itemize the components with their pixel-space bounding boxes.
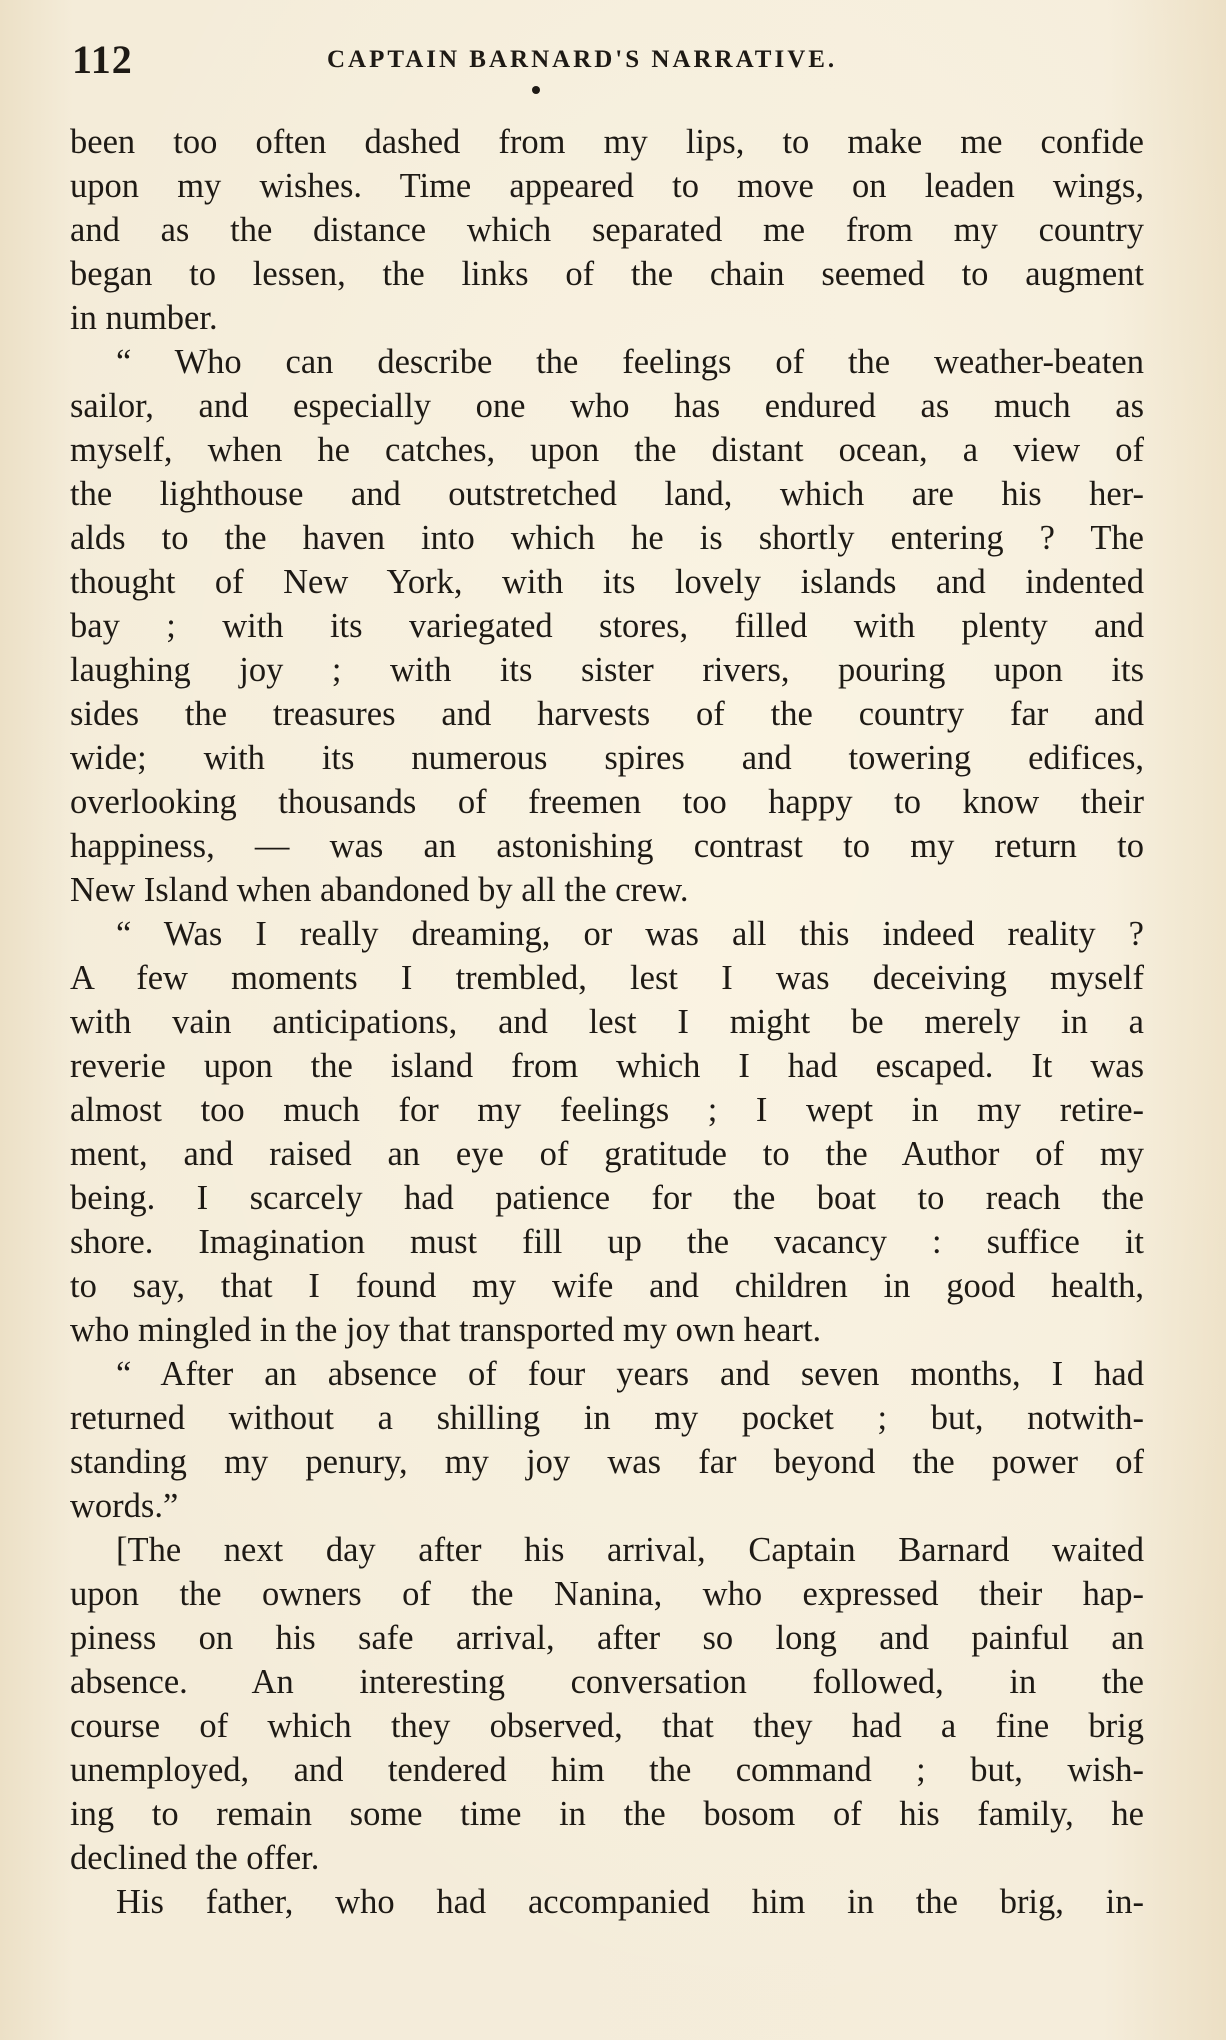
text-line: the lighthouse and outstretched land, which are his her- [70, 475, 1144, 513]
text-line: wide; with its numerous spires and towering edifices, [70, 739, 1144, 777]
text-line: ing to remain some time in the bosom of his family, he [70, 1795, 1144, 1833]
page-header [72, 36, 1142, 86]
text-line: happiness, — was an astonishing contrast to my return to [70, 827, 1144, 865]
text-line: began to lessen, the links of the chain seemed to augment [70, 255, 1144, 293]
text-line: upon my wishes. Time appeared to move on leaden wings, [70, 167, 1144, 205]
text-line: course of which they observed, that they had a fine brig [70, 1707, 1144, 1745]
text-line: almost too much for my feelings ; I wept in my retire- [70, 1091, 1144, 1129]
text-line: thought of New York, with its lovely islands and indented [70, 563, 1144, 601]
running-head: CAPTAIN BARNARD'S NARRATIVE. [327, 46, 838, 73]
text-line: with vain anticipations, and lest I might be merely in a [70, 1003, 1144, 1041]
text-line: being. I scarcely had patience for the boat to reach the [70, 1179, 1144, 1217]
page-number: 112 [72, 37, 133, 82]
text-line: upon the owners of the Nanina, who expressed their hap- [70, 1575, 1144, 1613]
text-line: A few moments I trembled, lest I was deceiving myself [70, 959, 1144, 997]
text-line: laughing joy ; with its sister rivers, pouring upon its [70, 651, 1144, 689]
text-line: “ Was I really dreaming, or was all this indeed reality ? [116, 915, 1144, 953]
text-line: [The next day after his arrival, Captain Barnard waited [116, 1531, 1144, 1569]
text-line: ment, and raised an eye of gratitude to the Author of my [70, 1135, 1144, 1173]
text-line: absence. An interesting conversation followed, in the [70, 1663, 1144, 1701]
text-line: returned without a shilling in my pocket ; but, notwith- [70, 1399, 1144, 1437]
text-line: sides the treasures and harvests of the country far and [70, 695, 1144, 733]
text-line: alds to the haven into which he is shortly entering ? The [70, 519, 1144, 557]
text-line: bay ; with its variegated stores, filled with plenty and [70, 607, 1144, 645]
text-line: New Island when abandoned by all the crew. [70, 871, 689, 909]
ornament-dot [532, 86, 540, 94]
text-line: sailor, and especially one who has endured as much as [70, 387, 1144, 425]
text-line: in number. [70, 299, 218, 337]
text-line: to say, that I found my wife and children in good health, [70, 1267, 1144, 1305]
text-line: “ After an absence of four years and seven months, I had [116, 1355, 1144, 1393]
text-line: who mingled in the joy that transported my own heart. [70, 1311, 822, 1349]
text-line: unemployed, and tendered him the command ; but, wish- [70, 1751, 1144, 1789]
text-line: shore. Imagination must fill up the vacancy : suffice it [70, 1223, 1144, 1261]
text-line: myself, when he catches, upon the distant ocean, a view of [70, 431, 1144, 469]
text-line: piness on his safe arrival, after so long and painful an [70, 1619, 1144, 1657]
text-line: words.” [70, 1487, 179, 1525]
text-line: His father, who had accompanied him in the brig, in- [116, 1883, 1144, 1921]
text-line: standing my penury, my joy was far beyond the power of [70, 1443, 1144, 1481]
text-line: and as the distance which separated me from my country [70, 211, 1144, 249]
text-line: declined the offer. [70, 1839, 320, 1877]
body-text [70, 120, 1144, 1924]
text-line: been too often dashed from my lips, to make me confide [70, 123, 1144, 161]
text-line: “ Who can describe the feelings of the weather-beaten [116, 343, 1144, 381]
text-line: reverie upon the island from which I had escaped. It was [70, 1047, 1144, 1085]
text-line: overlooking thousands of freemen too happy to know their [70, 783, 1144, 821]
